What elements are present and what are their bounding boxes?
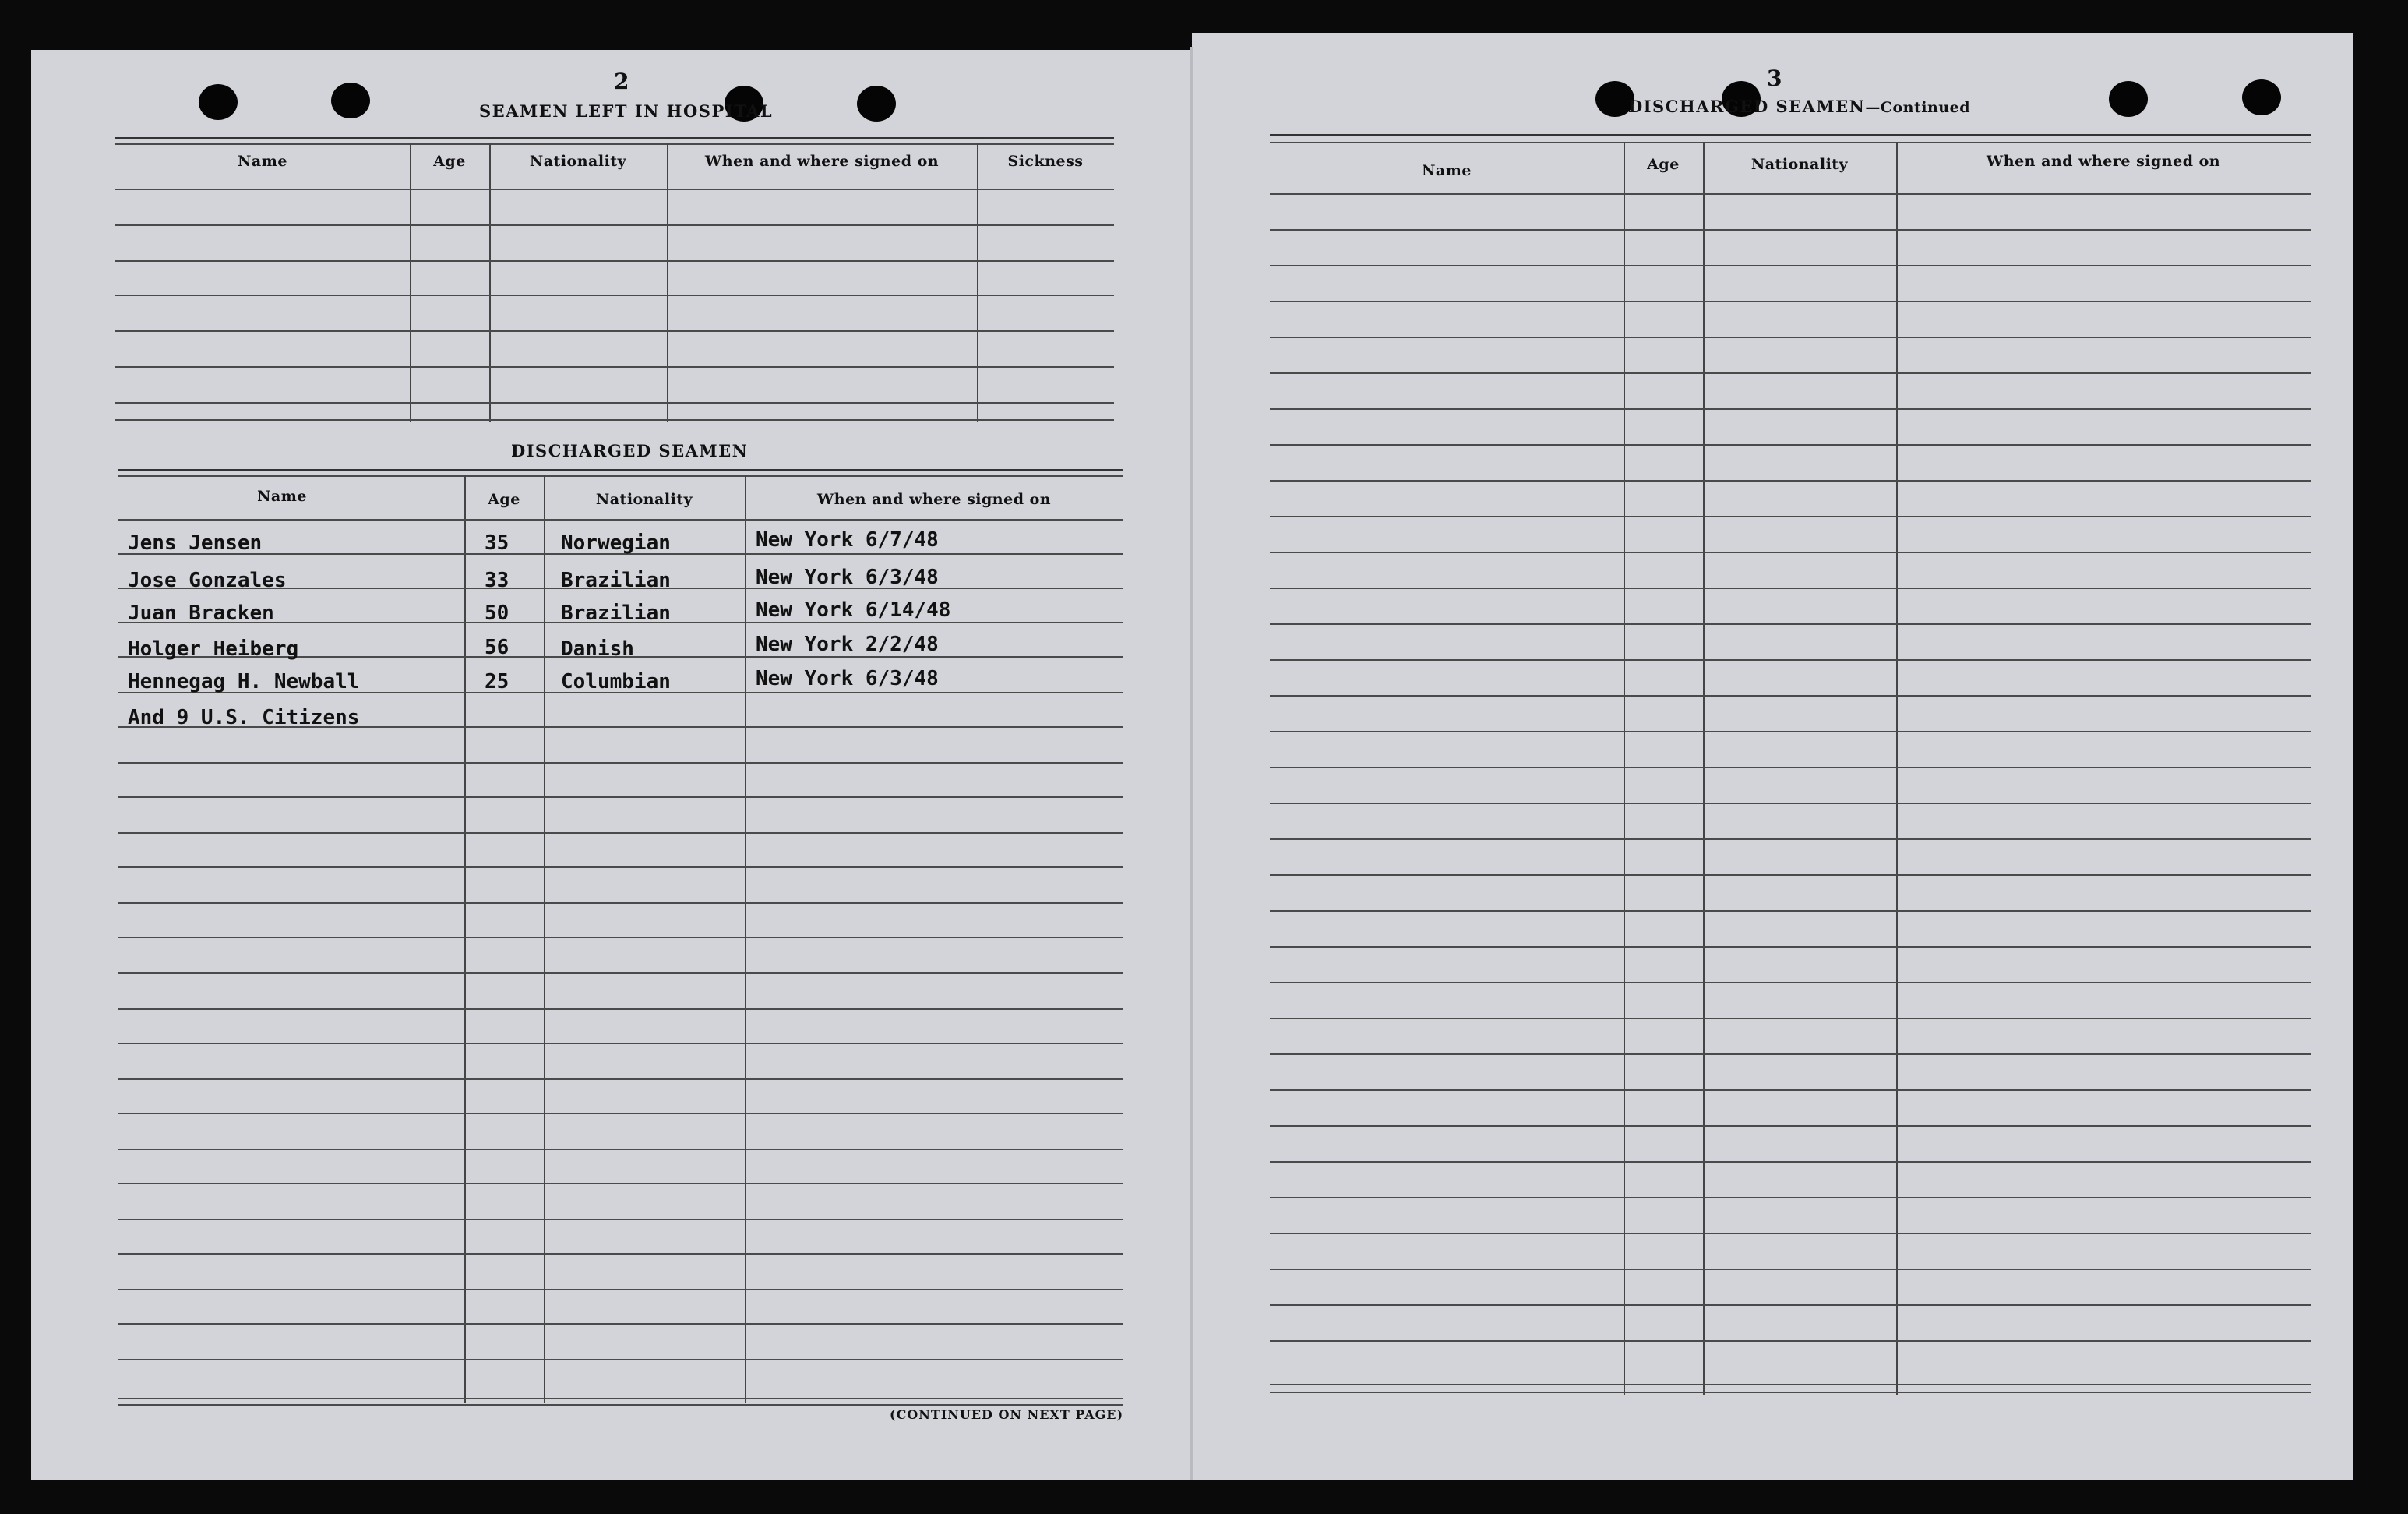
age-cell: 56 (485, 636, 509, 659)
hospital-table (115, 137, 1114, 422)
signed-on-cell: New York 6/3/48 (756, 667, 939, 690)
name-cell: And 9 U.S. Citizens (128, 706, 360, 729)
column-header: When and where signed on (1986, 153, 2221, 170)
column-header: Sickness (1007, 153, 1084, 170)
column-header: Name (257, 488, 307, 505)
punch-hole (2109, 81, 2148, 117)
nationality-cell: Columbian (561, 670, 671, 693)
age-cell: 25 (485, 670, 509, 693)
column-header: Nationality (1750, 156, 1849, 173)
age-cell: 50 (485, 602, 509, 625)
signed-on-cell: New York 6/7/48 (756, 528, 939, 552)
age-cell: 35 (485, 531, 509, 555)
column-header: Age (488, 491, 520, 508)
punch-hole (199, 84, 238, 120)
column-header: When and where signed on (704, 153, 940, 170)
column-header: Name (1422, 162, 1472, 179)
punch-hole (857, 86, 896, 122)
column-header: When and where signed on (816, 491, 1052, 508)
punch-hole (2242, 79, 2281, 115)
age-cell: 33 (485, 569, 509, 592)
discharged-continued-table (1270, 134, 2311, 1395)
punch-hole (331, 83, 370, 118)
discharged-section-title: DISCHARGED SEAMEN (511, 441, 749, 461)
discharged-table (118, 469, 1123, 1404)
nationality-cell: Norwegian (561, 531, 671, 555)
nationality-cell: Brazilian (561, 569, 671, 592)
right-title-suffix: —Continued (1865, 99, 1970, 116)
right-section-title (1628, 97, 1970, 116)
name-cell: Juan Bracken (128, 602, 274, 625)
signed-on-cell: New York 6/14/48 (756, 598, 951, 622)
column-header: Nationality (529, 153, 627, 170)
name-cell: Holger Heiberg (128, 637, 299, 661)
name-cell: Hennegag H. Newball (128, 670, 360, 693)
continued-footer: (CONTINUED ON NEXT PAGE) (890, 1407, 1124, 1422)
page-number-left: 2 (614, 69, 629, 94)
name-cell: Jens Jensen (128, 531, 263, 555)
column-header: Name (238, 153, 287, 170)
hospital-section-title: SEAMEN LEFT IN HOSPITAL (479, 101, 774, 121)
page-number-right: 3 (1767, 65, 1782, 91)
nationality-cell: Danish (561, 637, 634, 661)
page-seam (1190, 47, 1193, 1480)
nationality-cell: Brazilian (561, 602, 671, 625)
column-header: Age (433, 153, 466, 170)
name-cell: Jose Gonzales (128, 569, 287, 592)
column-header: Age (1647, 156, 1680, 173)
signed-on-cell: New York 2/2/48 (756, 633, 939, 656)
right-title-main: DISCHARGED SEAMEN (1628, 97, 1866, 116)
column-header: Nationality (595, 491, 693, 508)
signed-on-cell: New York 6/3/48 (756, 566, 939, 589)
